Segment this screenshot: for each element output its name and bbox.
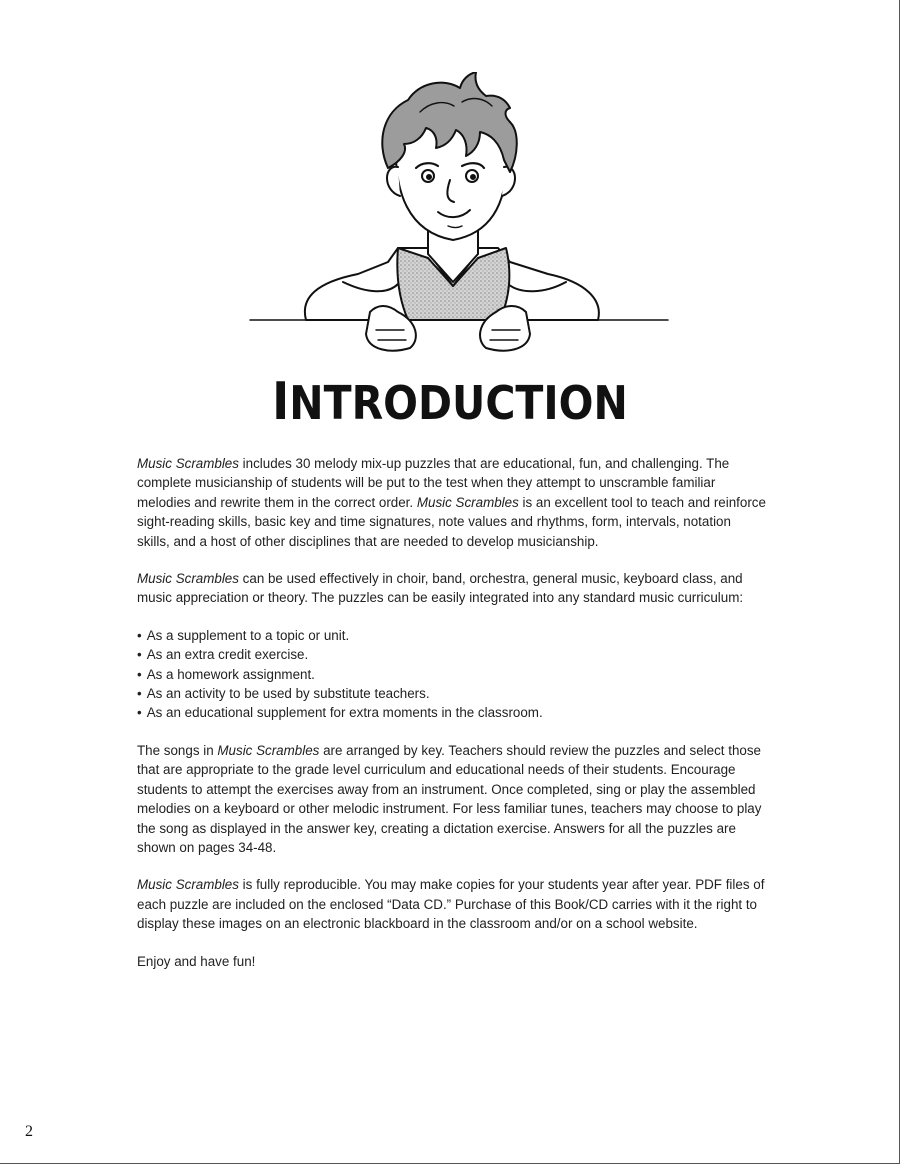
list-item: • As an extra credit exercise. <box>137 645 767 664</box>
paragraph-1 <box>137 454 767 551</box>
paragraph-4-text: is fully reproducible. You may make copies for your students year after year. PDF files of each puzzle are included on the enclosed “Data CD.” Purchase of this Book/CD carries with it the right to display these images on an electronic blackboard in the classroom and/or on a school website. <box>137 877 765 932</box>
cartoon-boy-illustration <box>248 72 670 372</box>
usage-list <box>137 626 767 723</box>
paragraph-2-text: can be used effectively in choir, band, orchestra, general music, keyboard class, and music appreciation or theory. The puzzles can be easily integrated into any standard music curriculum: <box>137 571 744 606</box>
paragraph-4 <box>137 875 767 933</box>
paragraph-3 <box>137 741 767 857</box>
list-item: • As a homework assignment. <box>137 665 767 684</box>
book-title: Music Scrambles <box>137 456 239 471</box>
paragraph-2 <box>137 569 767 608</box>
page-title <box>0 371 900 431</box>
intro-body <box>137 454 767 989</box>
book-title: Music Scrambles <box>137 877 239 893</box>
paragraph-1-text-a: includes 30 melody mix-up puzzles that are educational, fun, and challenging. The complete musicianship of students will be put to the test when they attempt to unscramble familiar melodies and rewrite them in the correct order. <box>137 456 730 510</box>
book-title: Music Scrambles <box>217 742 320 758</box>
book-title: Music Scrambles <box>416 494 519 510</box>
title-rest: NTRODUCTION <box>289 376 628 431</box>
title-first-letter: I <box>272 370 290 432</box>
page-number: 2 <box>25 1123 33 1140</box>
paragraph-3-lead: The songs in <box>137 742 218 758</box>
closing-line: Enjoy and have fun! <box>137 953 256 969</box>
list-item: • As an educational supplement for extra moments in the classroom. <box>137 703 767 722</box>
paragraph-3-text: are arranged by key. Teachers should review the puzzles and select those that are appropriate to the grade level curriculum and educational needs of their students. Encourage students to attempt the exercises away from an instrument. Once completed, sing or play the assembled melodies on a keyboard or other melodic instrument. For less familiar tunes, teachers may choose to play the song as displayed in the answer key, creating a dictation exercise. Answers for all the puzzles are shown on pages 34-48. <box>137 742 762 855</box>
list-item: • As a supplement to a topic or unit. <box>137 626 767 645</box>
book-title: Music Scrambles <box>137 571 239 587</box>
list-item: • As an activity to be used by substitute teachers. <box>137 684 767 703</box>
paragraph-1-text-b: is an excellent tool to teach and reinforce sight-reading skills, basic key and time signatures, note values and rhythms, form, intervals, notation skills, and a host of other disciplines that are needed to develop musicianship. <box>137 494 766 549</box>
